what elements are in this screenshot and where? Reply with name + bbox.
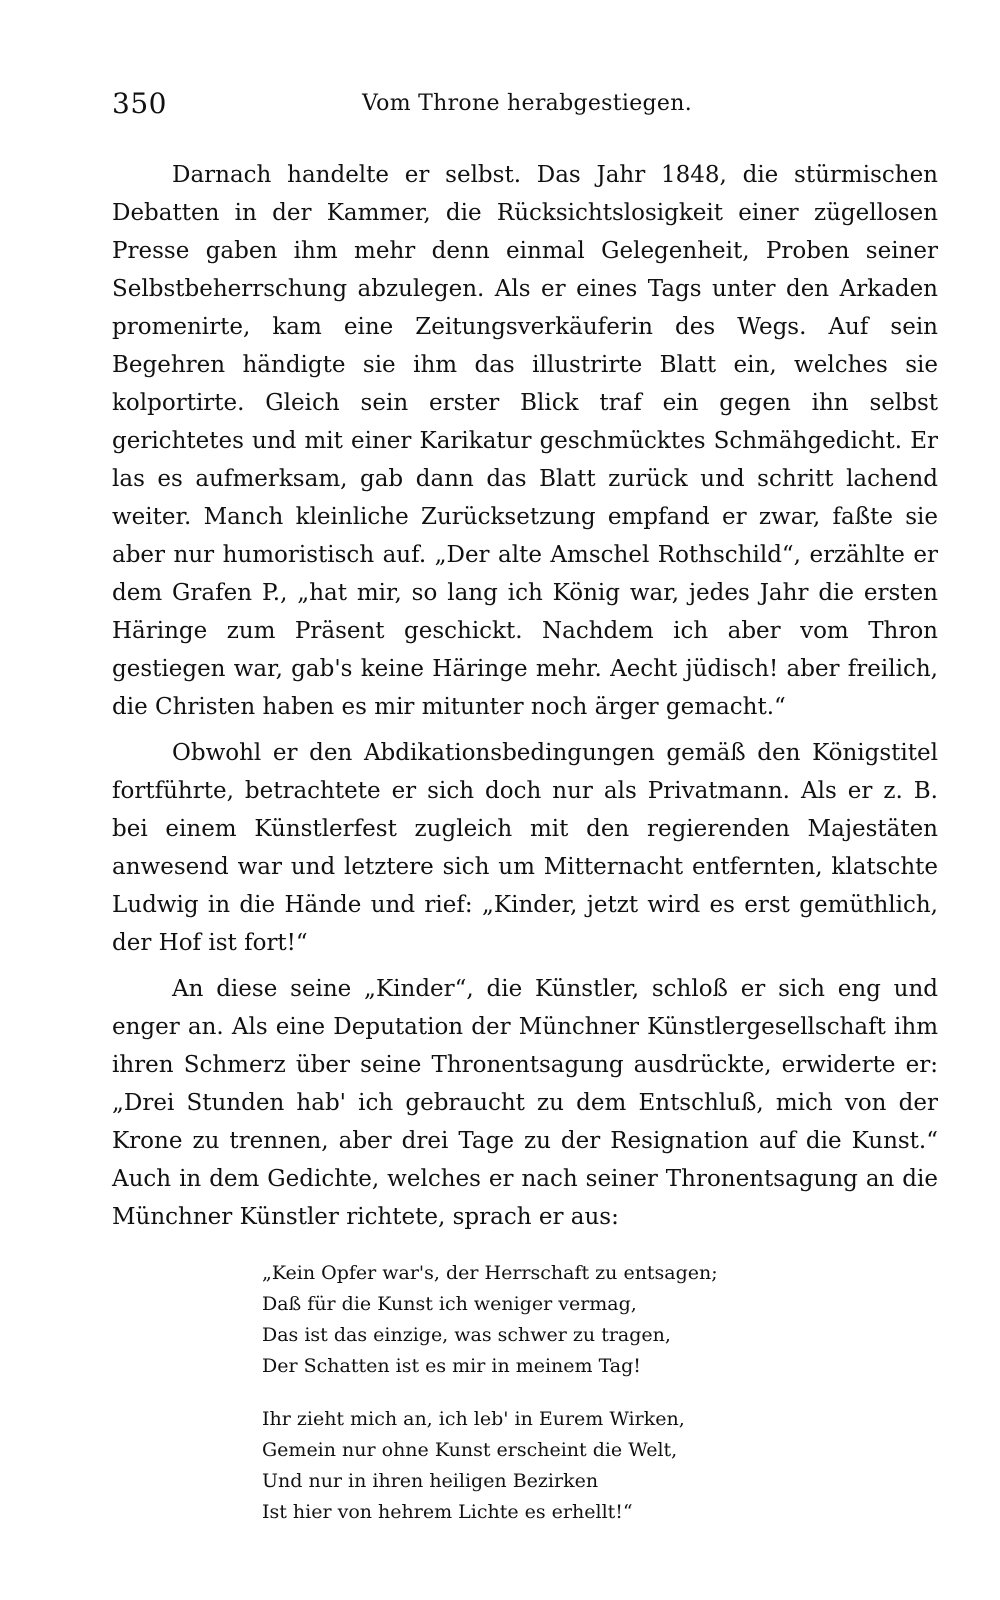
poem-line: Daß für die Kunst ich weniger vermag, bbox=[262, 1293, 637, 1315]
paragraph-3: An diese seine „Kinder“, die Künstler, schloß er sich eng und enger an. Als eine Deputation der Münchner Künstlergesellschaft ihm ihren Schmerz über seine Thronentsagung ausdrückte, erwiderte er: „Drei Stunden hab' ich gebraucht zu dem Entschluß, mich von der Krone zu trennen, aber drei Tage zu der Resignation auf die Kunst.“ Auch in dem Gedichte, welches er nach seiner Thronentsagung an die Münchner Künstler richtete, sprach er aus: bbox=[112, 976, 938, 1230]
poem-line: Der Schatten ist es mir in meinem Tag! bbox=[262, 1355, 641, 1377]
poem-line: Ihr zieht mich an, ich leb' in Eurem Wirken, bbox=[262, 1408, 685, 1430]
poem-line: Ist hier von hehrem Lichte es erhellt!“ bbox=[262, 1501, 633, 1523]
main-text bbox=[112, 156, 938, 1236]
paragraph-2: Obwohl er den Abdikationsbedingungen gemäß den Königstitel fortführte, betrachtete er sich doch nur als Privatmann. Als er z. B. bei einem Künstlerfest zugleich mit den regierenden Majestäten anwesend war und letztere sich um Mitternacht entfernten, klatschte Ludwig in die Hände und rief: „Kinder, jetzt wird es erst gemüthlich, der Hof ist fort!“ bbox=[112, 740, 938, 956]
poem-line: „Kein Opfer war's, der Herrschaft zu entsagen; bbox=[262, 1262, 718, 1284]
poem-stanza-2 bbox=[262, 1404, 938, 1528]
page-header bbox=[112, 82, 938, 126]
running-head: Vom Throne herabgestiegen. bbox=[362, 91, 693, 116]
poem-line: Gemein nur ohne Kunst erscheint die Welt, bbox=[262, 1439, 678, 1461]
paragraph-1: Darnach handelte er selbst. Das Jahr 1848, die stürmischen Debatten in der Kammer, die Rücksichtslosigkeit einer zügellosen Presse gaben ihm mehr denn einmal Gelegenheit, Proben seiner Selbstbeherrschung abzulegen. Als er eines Tags unter den Arkaden promenirte, kam eine Zeitungsverkäuferin des Wegs. Auf sein Begehren händigte sie ihm das illustrirte Blatt ein, welches sie kolportirte. Gleich sein erster Blick traf ein gegen ihn selbst gerichtetes und mit einer Karikatur geschmücktes Schmähgedicht. Er las es aufmerksam, gab dann das Blatt zurück und schritt lachend weiter. Manch kleinliche Zurücksetzung empfand er zwar, faßte sie aber nur humoristisch auf. „Der alte Amschel Rothschild“, erzählte er dem Grafen P., „hat mir, so lang ich König war, jedes Jahr die ersten Häringe zum Präsent geschickt. Nachdem ich aber vom Thron gestiegen war, gab's keine Häringe mehr. Aecht jüdisch! aber freilich, die Christen haben es mir mitunter noch ärger gemacht.“ bbox=[112, 162, 938, 720]
page-number: 350 bbox=[112, 87, 167, 120]
poem-stanza-1 bbox=[262, 1258, 938, 1382]
poem bbox=[262, 1258, 938, 1528]
poem-line: Und nur in ihren heiligen Bezirken bbox=[262, 1470, 599, 1492]
poem-line: Das ist das einzige, was schwer zu tragen, bbox=[262, 1324, 671, 1346]
